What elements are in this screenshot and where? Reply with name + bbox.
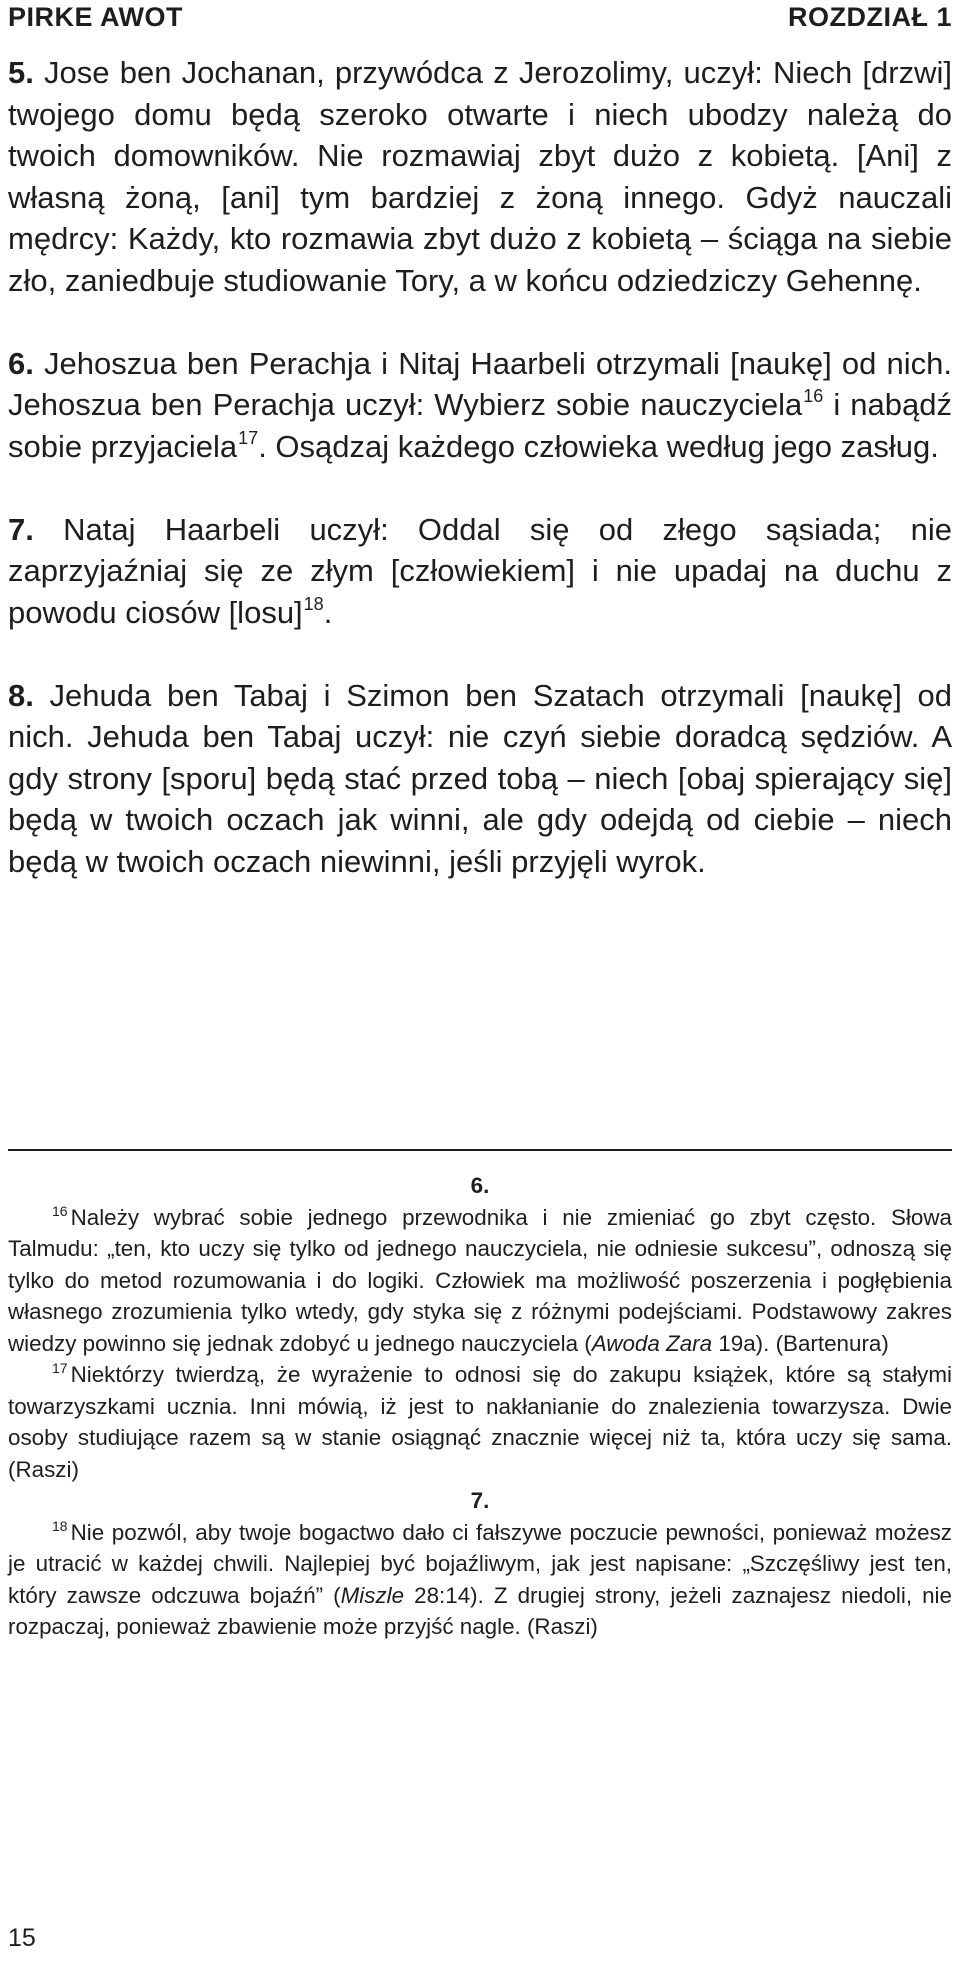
verse-7	[8, 509, 952, 634]
verse-number: 7.	[8, 511, 34, 547]
verse-text: Jose ben Jochanan, przywódca z Jerozolimy, uczył: Niech [drzwi] twojego domu będą szeroko otwarte i niech ubodzy należą do twoich domowników. Nie rozmawiaj zbyt dużo z kobietą. [Ani] z własną żoną, [ani] tym bardziej z żoną innego. Gdyż nauczali mędrcy: Każdy, kto rozmawia zbyt dużo z kobietą – ściąga na siebie zło, zaniedbuje studiowanie Tory, a w końcu odziedziczy Gehennę.	[8, 55, 952, 298]
running-header	[8, 0, 952, 34]
verse-5	[8, 52, 952, 301]
footnote-source: Awoda Zara	[591, 1330, 713, 1356]
footnote-number: 18	[52, 1517, 68, 1534]
verse-text: Nataj Haarbeli uczył: Oddal się od złego sąsiada; nie zaprzyjaźniaj się ze złym [człowiekiem] i nie upadaj na duchu z powodu ciosów [losu]	[8, 511, 952, 630]
main-text	[8, 52, 952, 924]
verse-text: .	[323, 594, 333, 630]
verse-number: 8.	[8, 677, 34, 713]
verse-number: 6.	[8, 345, 34, 381]
footnote-18	[8, 1517, 952, 1643]
footnote-source: Miszle	[340, 1582, 405, 1608]
footnote-text: 19a). (Bartenura)	[712, 1330, 889, 1356]
verse-text: . Osądzaj każdego człowieka według jego zasług.	[258, 428, 939, 464]
verse-text: Jehoszua ben Perachja i Nitaj Haarbeli otrzymali [naukę] od nich. Jehoszua ben Perachja uczył: Wybierz sobie nauczyciela	[8, 345, 952, 422]
verse-8	[8, 675, 952, 883]
footnote-ref-18[interactable]: 18	[303, 593, 324, 614]
verse-6	[8, 343, 952, 468]
footnote-number: 17	[52, 1360, 68, 1376]
verse-number: 5.	[8, 55, 34, 90]
footnote-text: Należy wybrać sobie jednego przewodnika i nie zmieniać go zbyt często. Słowa Talmudu: „ten, kto uczy się tylko od jednego nauczyciela, nie odniesie sukcesu”, odnoszą się tylko do metod rozumowania i do logiki. Człowiek ma możliwość poszerzenia i pogłębienia własnego zrozumienia tylko wtedy, gdy styka się z różnymi podejściami. Podstawowy zakres wiedzy powinno się jednak zdobyć u jednego nauczyciela (	[8, 1204, 952, 1356]
book-title: PIRKE AWOT	[8, 1, 184, 32]
footnote-text: Nie pozwól, aby twoje bogactwo dało ci fałszywe poczucie pewności, ponieważ możesz je utracić w każdej chwili. Najlepiej być bojaźliwym, jak jest napisane: „Szczęśliwy jest ten, który zawsze odczuwa bojaźń” (	[8, 1519, 952, 1608]
footnote-text: 28:14). Z drugiej strony, jeżeli zaznajesz niedoli, nie rozpaczaj, ponieważ zbawienie może przyjść nagle. (Raszi)	[8, 1582, 952, 1639]
footnote-ref-17[interactable]: 17	[238, 427, 259, 448]
verse-text: i nabądź sobie przyjaciela	[8, 387, 952, 464]
footnote-ref-16[interactable]: 16	[803, 386, 824, 406]
footnote-17	[8, 1359, 952, 1485]
verse-text: Jehuda ben Tabaj i Szimon ben Szatach otrzymali [naukę] od nich. Jehuda ben Tabaj uczył: nie czyń siebie doradcą sędziów. A gdy strony [sporu] będą stać przed tobą – niech [obaj spierający się] będą w twoich oczach jak winni, ale gdy odejdą od ciebie – niech będą w twoich oczach niewinni, jeśli przyjęli wyrok.	[8, 677, 952, 879]
footnote-group-7: 7.	[470, 1488, 490, 1513]
footnote-group-6: 6.	[470, 1173, 490, 1198]
footnotes	[8, 1170, 952, 1643]
footnote-divider	[8, 1149, 952, 1151]
footnote-number: 16	[52, 1202, 68, 1219]
page-number: 15	[8, 1924, 36, 1952]
footnote-16	[8, 1202, 952, 1360]
footnote-text: Niektórzy twierdzą, że wyrażenie to odnosi się do zakupu książek, które są stałymi towarzyszkami ucznia. Inni mówią, iż jest to nakłanianie do znalezienia towarzysza. Dwie osoby studiujące razem są w stanie osiągnąć znacznie więcej niż ta, która uczy się sama. (Raszi)	[8, 1362, 952, 1482]
chapter-title: ROZDZIAŁ 1	[788, 1, 952, 32]
